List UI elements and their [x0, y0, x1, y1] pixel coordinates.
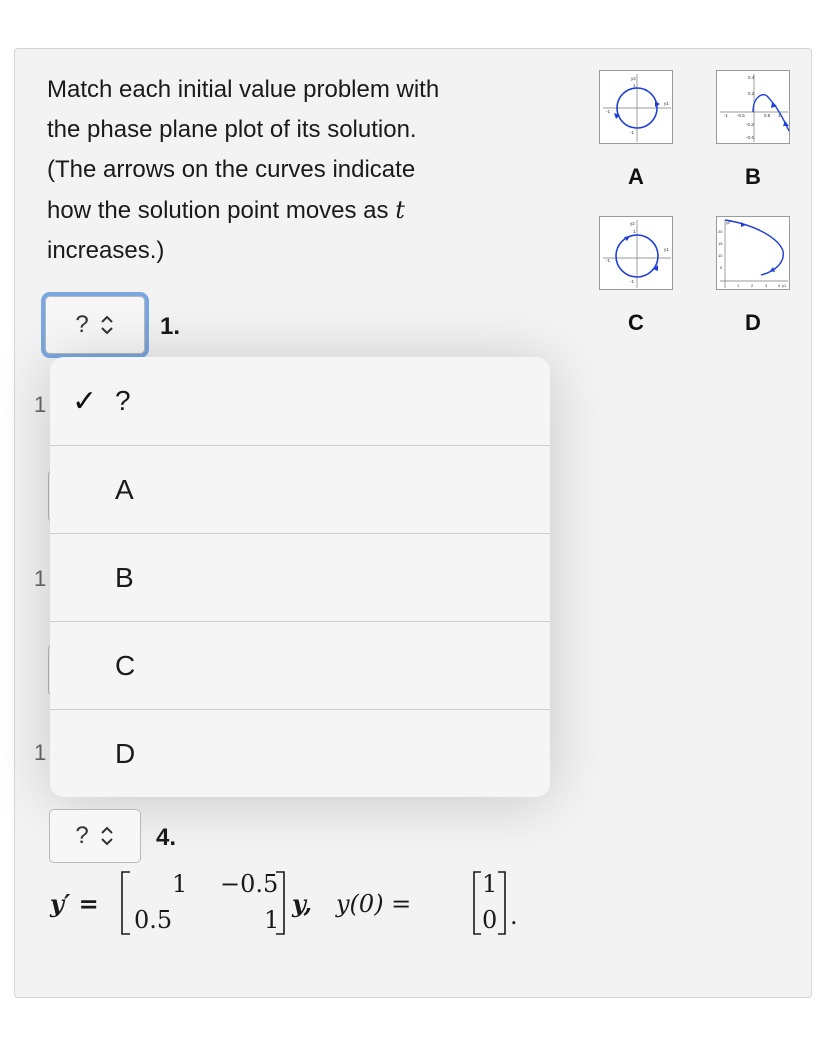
prompt-line-2: the phase plane plot of its solution.	[47, 116, 417, 143]
chevron-updown-icon	[99, 825, 115, 847]
matrix-a21: 0.5	[134, 906, 173, 934]
plot-b-tick-02: 0.2	[748, 91, 755, 96]
dropdown-option-label: C	[115, 649, 136, 681]
plot-a-y1-label: y1	[664, 101, 669, 106]
hidden-question-number: 1	[34, 392, 47, 417]
plot-b-tick-neg04: -0.4	[746, 135, 754, 140]
plot-c-left-tick: -1	[606, 258, 611, 263]
chevron-updown-icon	[99, 314, 115, 336]
vector-v2: 0	[482, 906, 498, 934]
prompt-line-1: Match each initial value problem with	[47, 76, 440, 103]
plot-d-tick-5: 5	[720, 265, 723, 270]
matrix-a22: 1	[264, 906, 280, 934]
phase-plot-a-label: A	[628, 164, 644, 189]
phase-plot-d-label: D	[745, 310, 761, 335]
prompt-line-3: (The arrows on the curves indicate	[47, 156, 416, 183]
phase-plot-c-graphic	[600, 217, 674, 291]
question-4-number: 4.	[156, 824, 177, 851]
hidden-question-number: 1	[34, 566, 47, 591]
phase-plot-d[interactable]	[716, 216, 790, 290]
hidden-question-number: 1	[34, 740, 47, 765]
plot-c-y1-label: y1	[664, 247, 669, 252]
matrix-a12: −0.5	[220, 870, 279, 898]
plot-d-tick-x2: 2	[751, 283, 754, 288]
dropdown-option-a[interactable]	[50, 445, 550, 533]
prompt-line-4-text: how the solution point moves as	[47, 197, 396, 224]
question-1-select[interactable]	[45, 296, 145, 354]
prompt-line-4	[47, 190, 527, 231]
phase-plot-c-label: C	[628, 310, 644, 335]
plot-c-y2-label: y2	[630, 221, 635, 226]
dropdown-option-b[interactable]	[50, 533, 550, 621]
matrix-a11: 1	[172, 870, 188, 898]
dropdown-option-label: B	[115, 561, 134, 593]
plot-d-tick-x4: 4	[778, 283, 781, 288]
phase-plot-b[interactable]	[716, 70, 790, 144]
plot-d-tick-x1: 1	[737, 283, 740, 288]
equation-lhs: y′ =	[50, 889, 99, 918]
dropdown-option-label: ?	[115, 385, 131, 416]
plot-b-tick-05: 0.5	[764, 113, 771, 118]
plot-a-left-tick: -1	[606, 109, 611, 114]
phase-plot-b-label: B	[745, 164, 761, 189]
plot-d-y1-label: y1	[782, 283, 787, 288]
plot-d-tick-20: 20	[718, 229, 723, 234]
prompt-variable-t: t	[395, 196, 405, 224]
equation-initial-condition: y(0) =	[336, 890, 412, 918]
phase-plot-a[interactable]	[599, 70, 673, 144]
equation-rhs-variable: y,	[292, 889, 313, 918]
plot-a-bottom-tick: -1	[630, 130, 635, 135]
question-4-equation	[48, 862, 568, 942]
plot-c-top-tick: 1	[633, 229, 636, 234]
question-1-select-value: ?	[75, 311, 89, 338]
plot-d-tick-15: 15	[718, 241, 723, 246]
plot-b-tick-neg1: -1	[724, 113, 729, 118]
phase-plot-d-graphic	[717, 217, 791, 291]
problem-prompt	[47, 70, 527, 271]
plot-b-tick-neg05: -0.5	[737, 113, 745, 118]
question-4-select-value: ?	[75, 822, 89, 849]
plot-b-tick-1: 1	[778, 113, 781, 118]
checkmark-icon: ✓	[72, 384, 98, 418]
plot-d-tick-x3: 3	[765, 283, 768, 288]
phase-plot-a-graphic	[600, 71, 674, 145]
plot-b-tick-neg02: -0.2	[746, 122, 754, 127]
equation-end: .	[510, 902, 518, 930]
dropdown-option-d[interactable]	[50, 709, 550, 797]
plot-d-tick-10: 10	[718, 253, 723, 258]
plot-c-bottom-tick: -1	[630, 279, 635, 284]
plot-b-tick-04: 0.4	[748, 75, 755, 80]
plot-a-y2-label: y2	[631, 76, 636, 81]
question-4-select[interactable]	[49, 809, 141, 863]
vector-v1: 1	[482, 870, 498, 898]
prompt-line-5: increases.)	[47, 237, 165, 264]
plot-d-y2-label: y2	[726, 220, 731, 225]
dropdown-option-label: D	[115, 737, 136, 769]
question-1-number: 1.	[160, 313, 181, 340]
dropdown-option-c[interactable]	[50, 621, 550, 709]
dropdown-option-unselected[interactable]	[50, 357, 550, 445]
phase-plot-b-graphic	[717, 71, 791, 145]
dropdown-option-label: A	[115, 473, 134, 505]
plot-a-top-tick: 1	[633, 83, 636, 88]
phase-plot-c[interactable]	[599, 216, 673, 290]
answer-dropdown-menu	[50, 357, 550, 797]
